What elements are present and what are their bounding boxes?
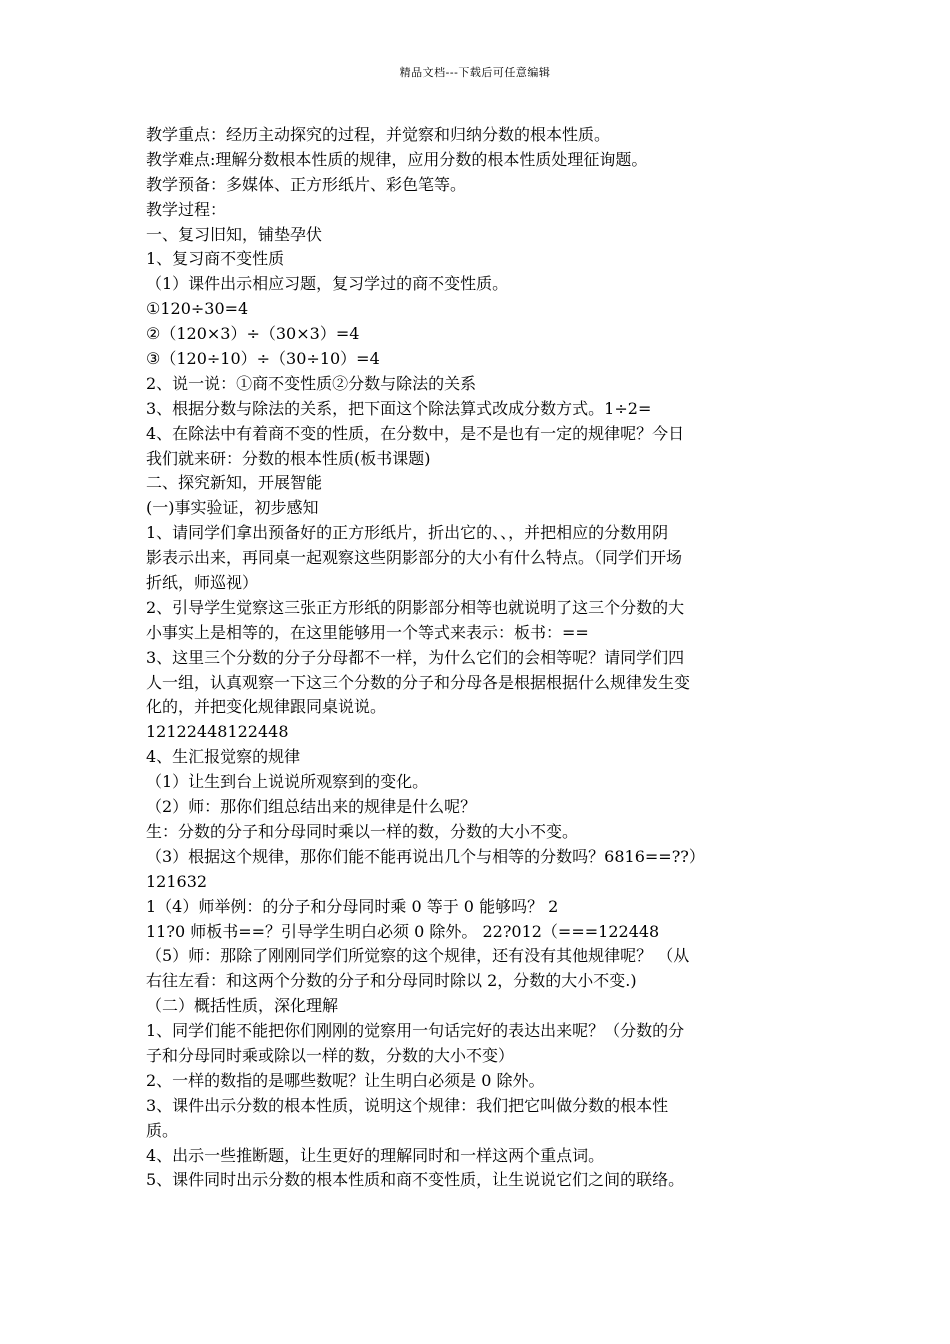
text-line: （2）师：那你们组总结出来的规律是什么呢？ — [146, 797, 477, 817]
text-line: 3、根据分数与除法的关系，把下面这个除法算式改成分数方式。1÷2= — [146, 398, 652, 418]
text-line: ②（120×3）÷（30×3）=4 — [146, 324, 360, 344]
text-line: 11?0 师板书==？引导学生明白必须 0 除外。 22?012（===122448 — [146, 921, 660, 941]
text-line: 我们就来研：分数的根本性质(板书课题) — [146, 448, 431, 468]
text-line: 质。 — [146, 1120, 179, 1140]
text-line: 121632 — [146, 871, 208, 891]
section-heading: 一、复习旧知，铺垫孕伏 — [146, 224, 323, 244]
text-line: 3、课件出示分数的根本性质，说明这个规律：我们把它叫做分数的根本性 — [146, 1095, 669, 1115]
text-line: 2、说一说：①商不变性质②分数与除法的关系 — [146, 373, 477, 393]
document-body — [146, 123, 806, 1193]
text-line: 教学难点:理解分数根本性质的规律，应用分数的根本性质处理征询题。 — [146, 149, 648, 169]
text-line: 生：分数的分子和分母同时乘以一样的数，分数的大小不变。 — [146, 821, 579, 841]
text-line: 1、请同学们拿出预备好的正方形纸片，折出它的、、，并把相应的分数用阴 — [146, 523, 669, 543]
text-line: 右往左看：和这两个分数的分子和分母同时除以 2，分数的大小不变.) — [146, 971, 637, 991]
text-line: 1、同学们能不能把你们刚刚的觉察用一句话完好的表达出来呢？（分数的分 — [146, 1021, 685, 1041]
text-line: 1、复习商不变性质 — [146, 249, 285, 269]
text-line: （5）师：那除了刚刚同学们所觉察的这个规律，还有没有其他规律呢？ （从 — [146, 946, 690, 966]
text-line: 4、生汇报觉察的规律 — [146, 747, 301, 767]
section-heading: （二）概括性质，深化理解 — [146, 996, 339, 1016]
text-line: 1（4）师举例：的分子和分母同时乘 0 等于 0 能够吗？ 2 — [146, 896, 559, 916]
text-line: 小事实上是相等的，在这里能够用一个等式来表示：板书：== — [146, 622, 589, 642]
text-line: 教学重点：经历主动探究的过程，并觉察和归纳分数的根本性质。 — [146, 125, 611, 144]
text-line: 2、引导学生觉察这三张正方形纸的阴影部分相等也就说明了这三个分数的大 — [146, 597, 685, 617]
text-line: 4、在除法中有着商不变的性质，在分数中，是不是也有一定的规律呢？今日 — [146, 423, 685, 443]
text-line: 2、一样的数指的是哪些数呢？让生明白必须是 0 除外。 — [146, 1070, 545, 1090]
page-header: 精品文档---下载后可任意编辑 — [399, 66, 551, 79]
text-line: （1）让生到台上说说所观察到的变化。 — [146, 772, 429, 792]
text-line: 12122448122448 — [146, 722, 289, 742]
text-line: 化的，并把变化规律跟同桌说说。 — [146, 697, 387, 717]
text-line: ③（120÷10）÷（30÷10）=4 — [146, 349, 380, 369]
section-heading: 二、探究新知，开展智能 — [146, 473, 323, 493]
text-line: 3、这里三个分数的分子分母都不一样，为什么它们的会相等呢？请同学们四 — [146, 647, 685, 667]
text-line: 教学预备：多媒体、正方形纸片、彩色笔等。 — [146, 174, 467, 194]
text-line: (一)事实验证，初步感知 — [146, 498, 319, 518]
text-line: （1）课件出示相应习题，复习学过的商不变性质。 — [146, 274, 509, 294]
text-line: 影表示出来，再同桌一起观察这些阴影部分的大小有什么特点。（同学们开场 — [146, 548, 683, 568]
text-line: （3）根据这个规律，那你们能不能再说出几个与相等的分数吗？6816==??） — [146, 846, 705, 866]
text-line: 人一组，认真观察一下这三个分数的分子和分母各是根据根据什么规律发生变 — [146, 672, 691, 692]
text-line: 4、出示一些推断题，让生更好的理解同时和一样这两个重点词。 — [146, 1145, 605, 1165]
text-line: 5、课件同时出示分数的根本性质和商不变性质，让生说说它们之间的联络。 — [146, 1170, 685, 1190]
text-line: 折纸，师巡视） — [146, 573, 259, 593]
text-line: 子和分母同时乘或除以一样的数，分数的大小不变） — [146, 1045, 515, 1065]
text-line: 教学过程： — [146, 199, 227, 219]
text-line: ①120÷30=4 — [146, 299, 249, 319]
